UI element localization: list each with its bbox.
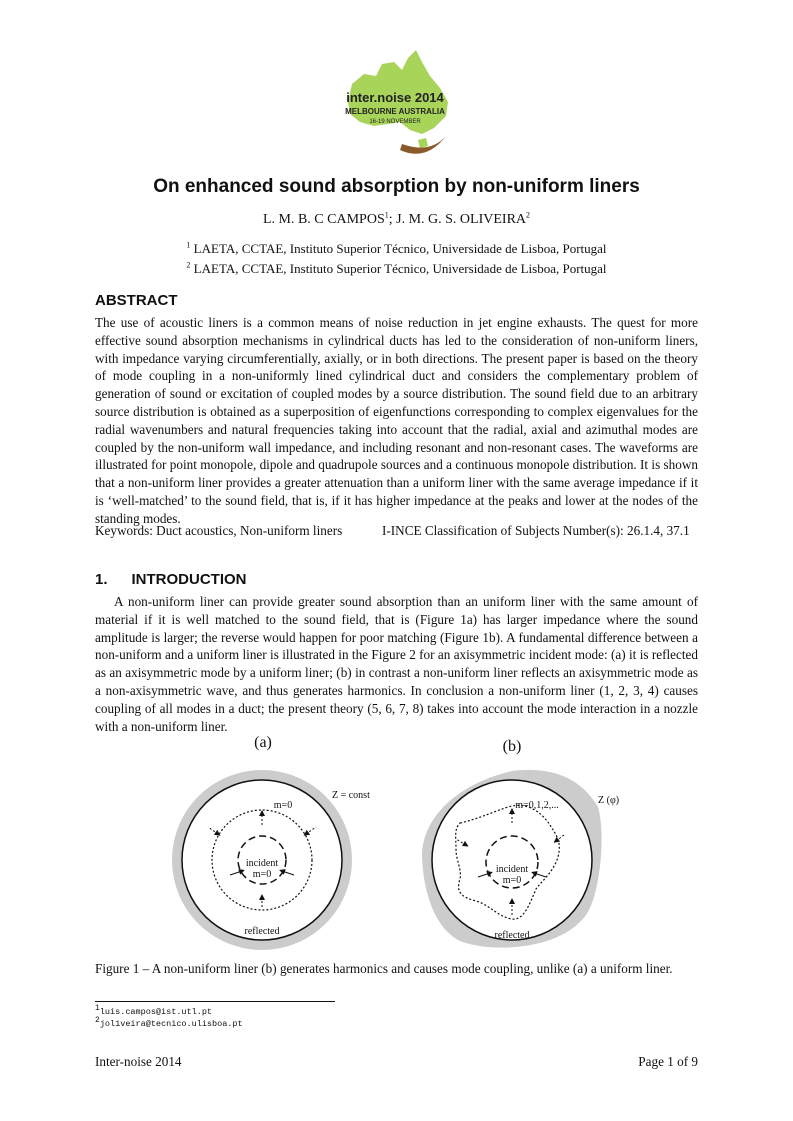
figure-panel-b	[422, 738, 619, 948]
figure-1	[160, 725, 640, 955]
author-2-affil-mark: 2	[526, 210, 531, 220]
figure-panel-a	[172, 734, 370, 950]
abstract-body: The use of acoustic liners is a common means of noise reduction in jet engine exhausts. The quest for more effective sound absorption mechanisms in cylindrical ducts has led to the consideration of non-uniform liners, with impedance varying circumferentially, axially, or in both directions. The present paper is based on the theory of mode coupling in a non-uniformly lined cylindrical duct and considers the complementary problem of generation of sound or excitation of coupled modes by a source distribution. The sound field due to an arbitrary source distribution is obtained as a superposition of eigenfunctions corresponding to complex eigenvalues for the radial wavenumbers and natural frequencies taking into account that the radial, axial and azimuthal modes are coupled by the non-uniform wall impedance, and including resonant and non-resonant cases. The waveforms are illustrated for point monopole, dipole and quadrupole sources and a continuous monopole distribution. It is shown that a non-uniform liner provides a greater attenuation than a uniform liner with the same average impedance if it is ‘well-matched’ to the sound field, that is, if it has higher impedance at the peaks and lower at the nodes of the standing modes.	[95, 315, 698, 526]
panel-b-label: (b)	[502, 738, 522, 755]
logo-line-1: inter.noise 2014	[346, 90, 444, 105]
conference-logo	[330, 40, 460, 165]
author-line	[0, 212, 793, 228]
mode-label-b: m=0,1,2,...	[515, 800, 559, 811]
footer-conference: Inter-noise 2014	[95, 1054, 182, 1069]
liner-label-b: Z (φ)	[598, 795, 620, 806]
author-1-affil-mark: 1	[384, 210, 389, 220]
intro-heading	[95, 571, 247, 588]
affiliation-1-mark: 1	[186, 240, 191, 250]
abstract-heading: ABSTRACT	[95, 292, 178, 309]
keywords: Keywords: Duct acoustics, Non-uniform liners	[95, 523, 343, 538]
affiliation-2-mark: 2	[186, 260, 191, 270]
incident-label-a-1: incident	[245, 858, 279, 869]
intro-body: A non-uniform liner can provide greater sound absorption than an uniform liner with the same amount of material if it is well matched to the sound field, that is (Figure 1a) has larger impedance where the sound amplitude is larger; the reverse would happen for poor matching (Figure 1b). A fundamental difference between a non-uniform and a uniform liner is illustrated in the Figure 2 for an axisymmetric incident mode: (a) it is reflected as an axisymmetric mode by a uniform liner; (b) in contrast a non-uniform liner reflects an axisymmetric mode as a non-axisymmetric wave, and thus generates harmonics. In conclusion a non-uniform liner (1, 2, 3, 4) causes coupling of all modes in a duct; the present theory (5, 6, 7, 8) takes into account the mode interaction in a nozzle with a non-uniform liner.	[95, 594, 698, 734]
incident-label-b-2: m=0	[502, 875, 522, 886]
logo-line-2: MELBOURNE AUSTRALIA	[345, 107, 445, 116]
affiliation-1	[0, 241, 793, 257]
affiliation-2	[0, 261, 793, 277]
author-1: L. M. B. C CAMPOS	[262, 212, 385, 227]
liner-label-a: Z = const	[332, 790, 370, 801]
affiliation-2-text: LAETA, CCTAE, Instituto Superior Técnico, Universidade de Lisboa, Portugal	[193, 261, 607, 276]
author-2: J. M. G. S. OLIVEIRA	[396, 212, 527, 227]
intro-heading-text: INTRODUCTION	[131, 571, 247, 588]
incident-label-b-1: incident	[495, 864, 529, 875]
reflected-label-b: reflected	[494, 930, 530, 941]
author-separator: ;	[388, 212, 397, 227]
figure-1-caption: Figure 1 – A non-uniform liner (b) generates harmonics and causes mode coupling, unlike (a) a uniform liner.	[95, 961, 673, 976]
incident-label-a-2: m=0	[252, 869, 272, 880]
footnote-rule	[95, 1001, 335, 1002]
footnote-1-email: luis.campos@ist.utl.pt	[99, 1007, 213, 1017]
tasmania-shape	[418, 138, 428, 148]
logo-line-3: 16-19 NOVEMBER	[369, 119, 421, 125]
duct-wall-b	[432, 780, 592, 940]
paper-title: On enhanced sound absorption by non-uniform liners	[153, 176, 640, 197]
classification: I-INCE Classification of Subjects Number(s): 26.1.4, 37.1	[382, 523, 690, 538]
footnote-2-mark: 2	[95, 1016, 100, 1026]
mode-label-a: m=0	[273, 800, 293, 811]
panel-a-label: (a)	[254, 734, 272, 751]
footnote-2	[95, 1016, 243, 1029]
affiliation-1-text: LAETA, CCTAE, Instituto Superior Técnico, Universidade de Lisboa, Portugal	[193, 241, 607, 256]
intro-heading-number: 1.	[95, 571, 108, 588]
footer-page-number: Page 1 of 9	[638, 1054, 698, 1069]
reflected-label-a: reflected	[244, 926, 280, 937]
footnote-1-mark: 1	[95, 1004, 100, 1014]
footnote-1	[95, 1004, 213, 1017]
footnote-2-email: jol1veira@tecnico.ulisboa.pt	[99, 1019, 243, 1029]
